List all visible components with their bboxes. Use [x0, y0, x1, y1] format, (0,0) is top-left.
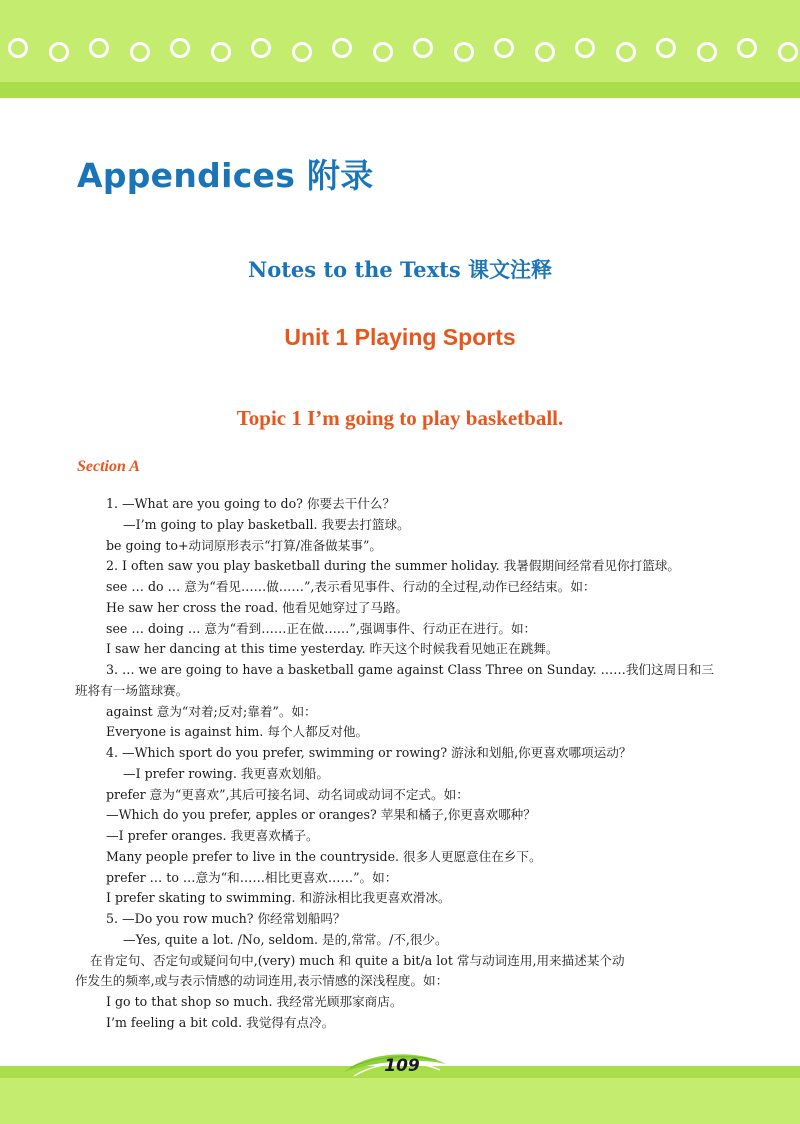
ring-icon: [251, 38, 271, 58]
ring-icon: [697, 42, 717, 62]
text-line: against 意为“对着;反对;靠着”。如：: [106, 703, 317, 719]
text-line: Many people prefer to live in the countryside. 很多人更愿意住在乡下。: [106, 848, 542, 864]
topic-heading: Topic 1 I’m going to play basketball.: [236, 406, 564, 430]
text-line: 5. —Do you row much? 你经常划船吗？: [106, 911, 346, 926]
page-number: 109: [384, 1056, 420, 1076]
text-line: —Yes, quite a lot. /No, seldom. 是的,常常。/不,很少。: [123, 931, 448, 947]
ring-icon: [8, 38, 28, 58]
text-line: —I’m going to play basketball. 我要去打篮球。: [123, 516, 410, 532]
ring-icon: [211, 42, 231, 62]
ring-icon: [89, 38, 109, 58]
text-line: 在肯定句、否定句或疑问句中,(very) much 和 quite a bit/a lot 常与动词连用,用来描述某个动: [90, 952, 625, 968]
text-line: —I prefer oranges. 我更喜欢橘子。: [106, 828, 319, 843]
text-line: —I prefer rowing. 我更喜欢划船。: [123, 765, 329, 781]
ring-icon: [494, 38, 514, 58]
text-line: Everyone is against him. 每个人都反对他。: [106, 724, 369, 740]
text-line: see … do … 意为“看见……做……”,表示看见事件、行动的全过程,动作已经结束。如：: [106, 579, 596, 594]
ring-icon: [332, 38, 352, 58]
ring-icon: [575, 38, 595, 58]
text-line: 1. —What are you going to do? 你要去干什么？: [106, 496, 396, 511]
top-banner-stripe: [0, 82, 800, 98]
text-line: I prefer skating to swimming. 和游泳相比我更喜欢滑冰。: [106, 890, 451, 906]
notes-body: [75, 494, 728, 1034]
text-line: He saw her cross the road. 他看见她穿过了马路。: [106, 599, 409, 615]
ring-icon: [373, 42, 393, 62]
unit-heading: Unit 1 Playing Sports: [284, 324, 516, 350]
ring-icon: [656, 38, 676, 58]
ring-icon: [778, 42, 798, 62]
ring-icon: [535, 42, 555, 62]
text-line: prefer 意为“更喜欢”,其后可接名词、动名词或动词不定式。如：: [106, 786, 469, 802]
ring-icon: [170, 38, 190, 58]
notes-heading: Notes to the Texts 课文注释: [248, 257, 552, 282]
ring-icon: [616, 42, 636, 62]
text-line: prefer … to …意为“和……相比更喜欢……”。如：: [106, 869, 398, 885]
ring-icon: [737, 38, 757, 58]
text-line: —Which do you prefer, apples or oranges? 苹果和橘子,你更喜欢哪种？: [106, 807, 536, 823]
text-line: 班将有一场篮球赛。: [75, 682, 189, 698]
ring-icon: [292, 42, 312, 62]
text-line: I’m feeling a bit cold. 我觉得有点冷。: [106, 1014, 335, 1030]
text-line: 4. —Which sport do you prefer, swimming or rowing? 游泳和划船,你更喜欢哪项运动？: [106, 745, 632, 760]
top-banner: [0, 0, 800, 98]
page-title: Appendices 附录: [77, 156, 374, 195]
ring-icon: [49, 42, 69, 62]
text-line: see … doing … 意为“看到……正在做……”,强调事件、行动正在进行。如：: [106, 620, 537, 636]
ring-icon: [413, 38, 433, 58]
text-line: 3. … we are going to have a basketball game against Class Three on Sunday. ……我们这周日和三: [106, 662, 714, 677]
text-line: 2. I often saw you play basketball during the summer holiday. 我暑假期间经常看见你打篮球。: [106, 558, 680, 574]
text-line: I saw her dancing at this time yesterday. 昨天这个时候我看见她正在跳舞。: [106, 641, 559, 657]
ring-icon: [130, 42, 150, 62]
ring-row: [8, 38, 798, 68]
text-line: I go to that shop so much. 我经常光顾那家商店。: [106, 994, 403, 1009]
ring-icon: [454, 42, 474, 62]
section-heading: Section A: [77, 458, 140, 475]
text-line: 作发生的频率,或与表示情感的动词连用,表示情感的深浅程度。如：: [75, 973, 449, 989]
text-line: be going to+动词原形表示“打算/准备做某事”。: [106, 537, 382, 553]
